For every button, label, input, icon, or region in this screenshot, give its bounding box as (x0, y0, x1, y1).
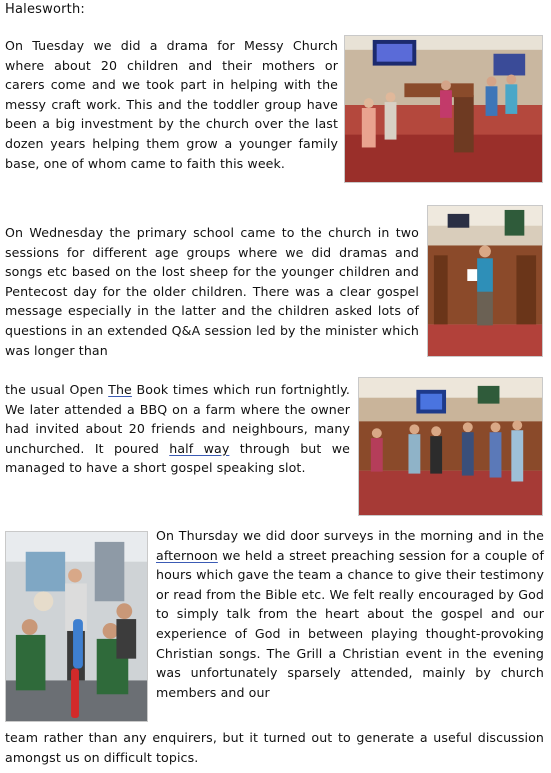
paragraph-bbq-farm: the usual Open The Book times which run fortnightly. We later attended a BBQ on a farm where the owner had invited about 20 friends and neighbours, many unchurched. It poured half way through but we managed to have a short gospel speaking slot. (5, 382, 350, 476)
photo-messy-church-drama (344, 35, 543, 183)
document-heading: Halesworth: (5, 2, 85, 17)
underlined-word-afternoon: afternoon (156, 547, 218, 563)
underlined-phrase-half-way: half way (169, 440, 230, 456)
paragraph-street-preaching: On Thursday we did door surveys in the morning and in the afternoon we held a street preaching session for a couple of hours which gave the team a chance to give their testimony or read from the Bible etc. We felt really encouraged by God to simply talk from the heart about the gospel and our experience of God in between playing thought-provoking Christian songs. The Grill a Christian event in the evening was unfortunately sparsely attended, mainly by church members and our (156, 528, 544, 700)
photo-group-drama (358, 377, 543, 516)
underlined-word-the: The (108, 382, 132, 397)
paragraph-primary-school: On Wednesday the primary school came to the church in two sessions for different age groups where we did dramas and songs etc based on the lost sheep for the younger children and Pentecost day for the older children. There was a clear gospel message especially in the latter and the children asked lots of questions in an extended Q&A session led by the minister which was longer than (5, 225, 419, 358)
paragraph-messy-church: On Tuesday we did a drama for Messy Church where about 20 children and their mothers or carers come and we took part in helping with the messy craft work. This and the toddler group have been a big investment by the church over the last dozen years helping them grow a younger family base, one of whom came to faith this week. (5, 38, 338, 171)
photo-reading-at-front (427, 205, 543, 357)
photo-children-street-event (5, 531, 148, 722)
paragraph-discussion: team rather than any enquirers, but it turned out to generate a useful discussion amongst us on difficult topics. (5, 730, 544, 765)
